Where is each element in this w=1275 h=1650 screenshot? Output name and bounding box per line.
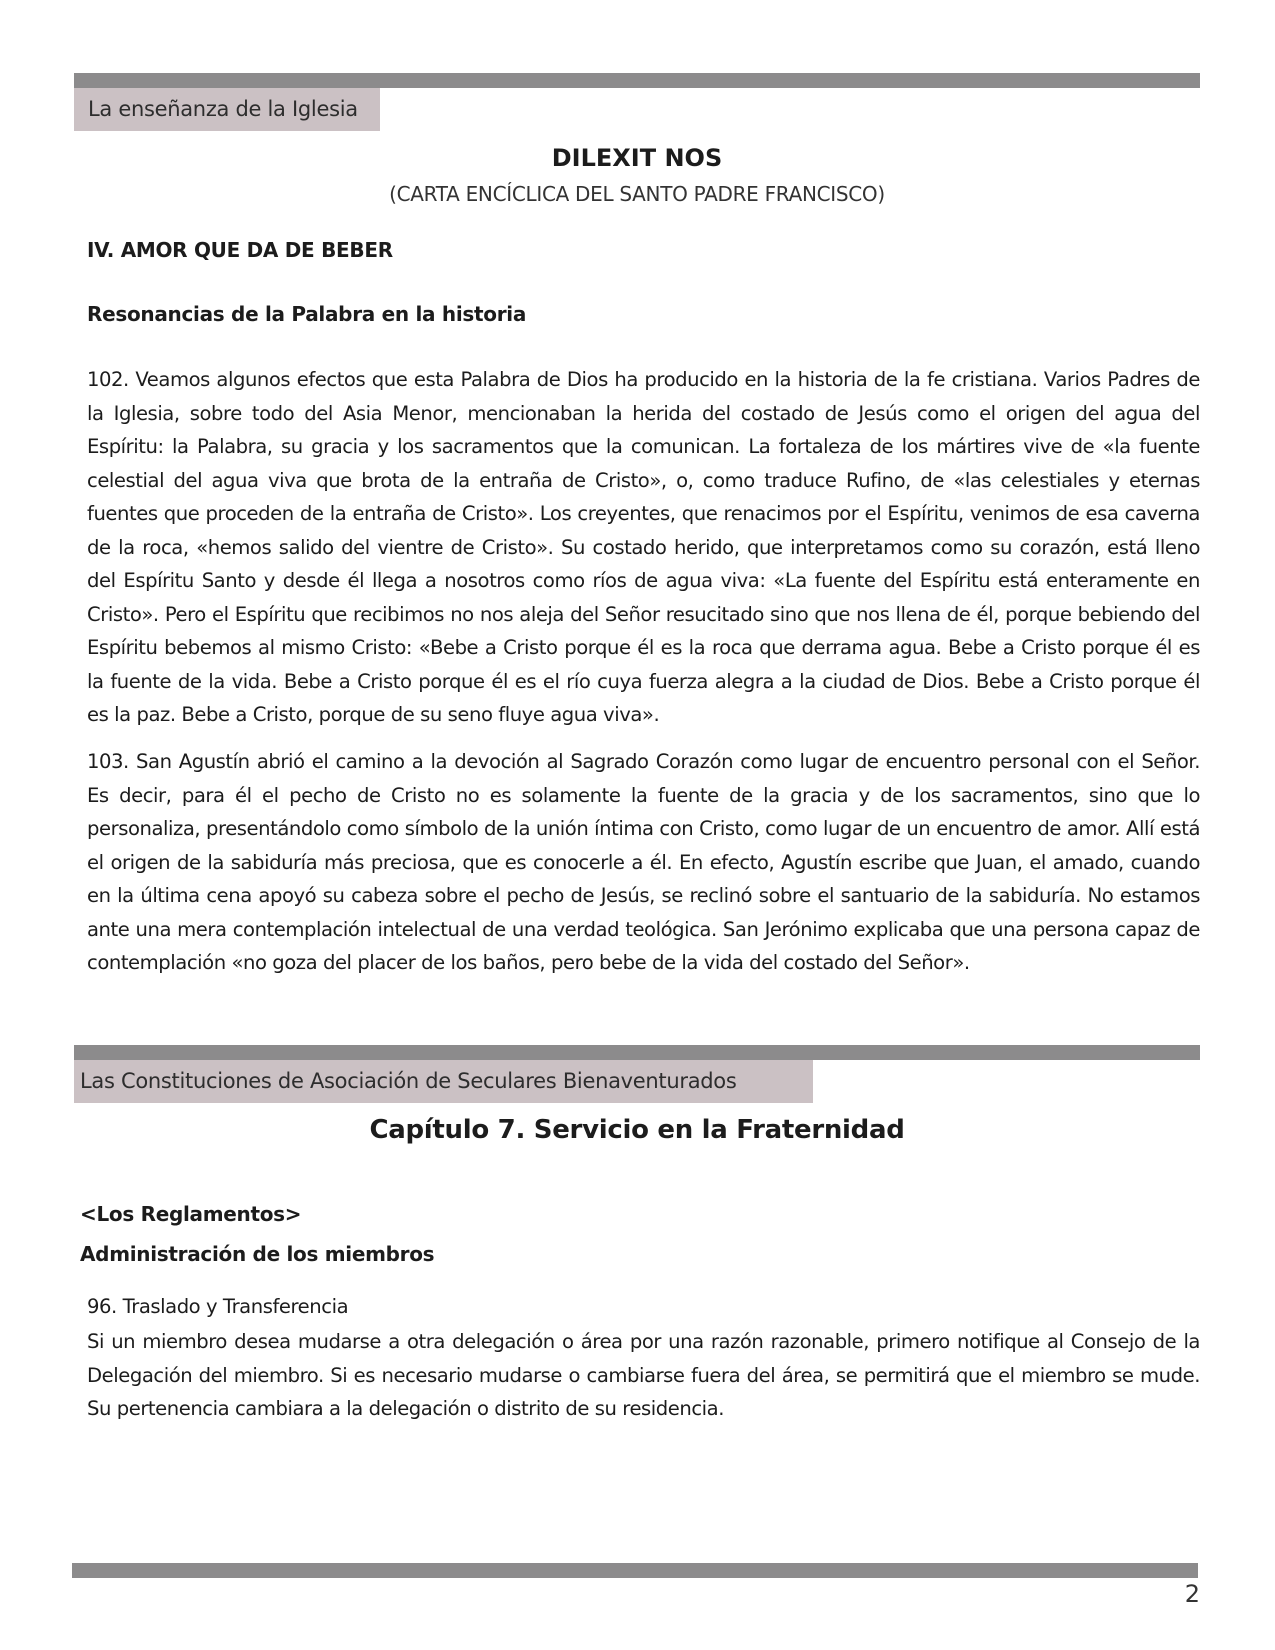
- subheading: Resonancias de la Palabra en la historia: [87, 302, 527, 326]
- chapter-heading: IV. AMOR QUE DA DE BEBER: [87, 238, 393, 262]
- chapter-title: Capítulo 7. Servicio en la Fraternidad: [369, 1115, 905, 1145]
- top-rule: [74, 73, 1200, 88]
- document-title: DILEXIT NOS: [551, 144, 723, 172]
- paragraph-102: 102. Veamos algunos efectos que esta Palabra de Dios ha producido en la historia de la fe cristiana. Varios Padres de la Iglesia, sobre todo del Asia Menor, mencionaban la herida del costado de Jesús como el origen del agua del Espíritu: la Palabra, su gracia y los sacramentos que la comunican. La fortaleza de los mártires vive de «la fuente celestial del agua viva que brota de la entraña de Cristo», o, como traduce Rufino, de «las celestiales y eternas fuentes que proceden de la entraña de Cristo». Los creyentes, que renacimos por el Espíritu, venimos de esa caverna de la roca, «hemos salido del vientre de Cristo». Su costado herido, que interpretamos como su corazón, está lleno del Espíritu Santo y desde él llega a nosotros como ríos de agua viva: «La fuente del Espíritu está enteramente en Cristo». Pero el Espíritu que recibimos no nos aleja del Señor resucitado sino que nos llena de él, porque bebiendo del Espíritu bebemos al mismo Cristo: «Bebe a Cristo porque él es la roca que derrama agua. Bebe a Cristo porque él es la fuente de la vida. Bebe a Cristo porque él es el río cuya fuerza alegra a la ciudad de Dios. Bebe a Cristo porque él es la paz. Bebe a Cristo, porque de su seno fluye agua viva».: [87, 368, 1200, 726]
- bottom-rule: [72, 1563, 1198, 1578]
- section-tab-teaching: La enseñanza de la Iglesia: [74, 88, 380, 131]
- admin-heading: Administración de los miembros: [80, 1242, 435, 1266]
- item-96-text: Si un miembro desea mudarse a otra delegación o área por una razón razonable, primero notifique al Consejo de la Delegación del miembro. Si es necesario mudarse o cambiarse fuera del área, se permitirá que el miembro se mude. Su pertenencia cambiara a la delegación o distrito de su residencia.: [87, 1330, 1200, 1420]
- paragraph-103: 103. San Agustín abrió el camino a la devoción al Sagrado Corazón como lugar de encuentro personal con el Señor. Es decir, para él el pecho de Cristo no es solamente la fuente de la gracia y de los sacramentos, sino que lo personaliza, presentándolo como símbolo de la unión íntima con Cristo, como lugar de un encuentro de amor. Allí está el origen de la sabiduría más preciosa, que es conocerle a él. En efecto, Agustín escribe que Juan, el amado, cuando en la última cena apoyó su cabeza sobre el pecho de Jesús, se reclinó sobre el santuario de la sabiduría. No estamos ante una mera contemplación intelectual de una verdad teológica. San Jerónimo explicaba que una persona capaz de contemplación «no goza del placer de los baños, pero bebe de la vida del costado del Señor».: [87, 750, 1200, 974]
- section-tab-constitutions: Las Constituciones de Asociación de Seculares Bienaventurados: [74, 1060, 813, 1103]
- middle-rule: [74, 1045, 1200, 1060]
- page-number: 2: [1184, 1580, 1200, 1608]
- item-96-title: 96. Traslado y Transferencia: [87, 1295, 349, 1318]
- document-subtitle: (CARTA ENCÍCLICA DEL SANTO PADRE FRANCISCO): [389, 182, 885, 206]
- reglamentos-heading: <Los Reglamentos>: [80, 1202, 302, 1226]
